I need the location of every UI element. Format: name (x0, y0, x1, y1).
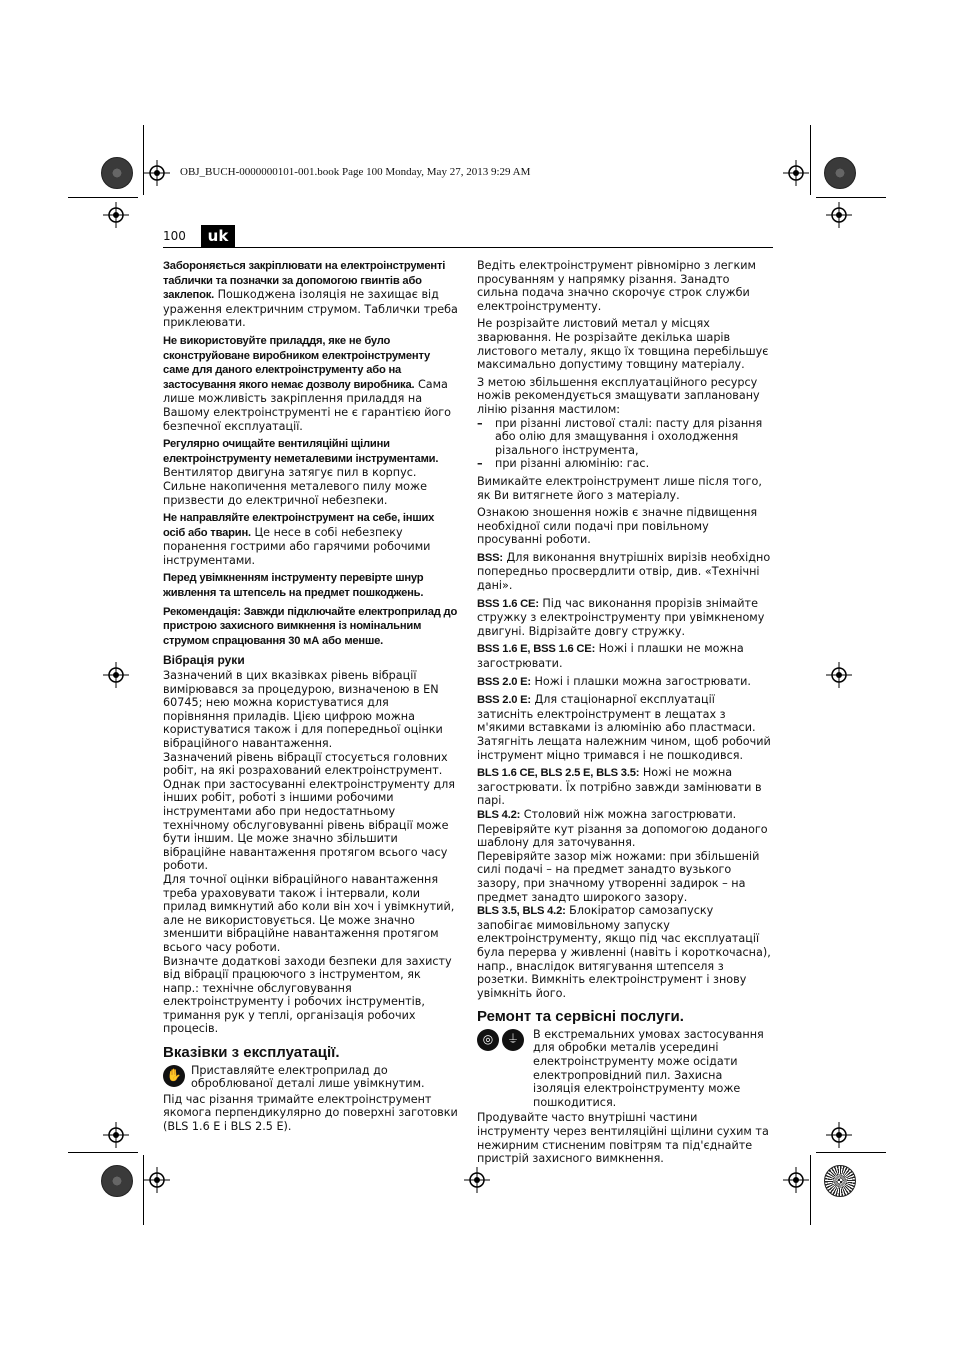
text: Вентилятор двигуна затягує пил в корпус. Сильне накопичення металевого пилу може призвести до електричної небезпеки. (163, 466, 427, 507)
paragraph: Визначте додаткові заходи безпеки для захисту від вібрації працюючого з інструментом, як напр.: технічне обслуговування електроінструменту і робочих інструментів, тримання рук у теплі, організація робочих процесів. (163, 954, 452, 1036)
paragraph (477, 693, 772, 762)
registration-mark-icon (826, 1122, 852, 1148)
paragraph (163, 334, 458, 433)
note-text: В екстремальних умовах застосування для обробки металів усередині електроінструменту може осідати електропровідний пил. Захисна ізоляція електроінструменту може пошкодитися. (533, 1027, 764, 1109)
paragraph (163, 571, 458, 600)
text: Для виконання внутрішніх вирізів необхідно попередньо просвердлити отвір, див. «Технічні дані». (477, 550, 771, 593)
model-label: BSS 1.6 CE: (477, 597, 539, 610)
icon-note (163, 1064, 458, 1091)
paragraph: Зазначений в цих вказівках рівень вібрації вимірювався за процедурою, визначеною в EN 60745; нею можна користуватися для порівняння приладів. Цією цифрою можна користуватися також і для попередньої оцінки вібраційного навантаження. (163, 669, 443, 750)
model-label: BSS 2.0 E: (477, 694, 531, 707)
paragraph (477, 675, 772, 690)
bold-warning: Перед увімкненням інструменту перевірте шнур живлення та штепсель на предмет пошкоджень. (163, 572, 424, 600)
paragraph: Під час різання тримайте електроінструмент якомога перпендикулярно до поверхні заготовки (BLS 1.6 E і BLS 2.5 E). (163, 1092, 458, 1134)
paragraph: Для точної оцінки вібраційного навантаження треба ураховувати також і інтервали, коли прилад вимкнутий або коли він хоч і увімкнутий, але не використовується. Це може значно зменшити вібраційне навантаження протягом всього часу роботи. (163, 872, 455, 954)
registration-mark-icon (144, 1167, 170, 1193)
color-rosette-top-right (824, 157, 856, 189)
header-rule (163, 247, 773, 248)
dash-list (477, 417, 772, 471)
model-label: BSS 1.6 E, BSS 1.6 CE: (477, 643, 596, 656)
model-label: BSS: (477, 551, 503, 564)
crop-line (816, 1152, 886, 1153)
right-column (477, 259, 772, 1170)
list-item: – при різанні алюмінію: гас. (477, 457, 772, 471)
text: Ножі не можна загострювати. Їх потрібно завжди замінювати в парі. (477, 766, 762, 808)
text: Під час виконання прорізів знімайте стружку з електроінструменту при увімкненому двигуні. Відрізайте довгу стружку. (477, 596, 765, 638)
crop-line (810, 125, 811, 195)
section-heading-vibration: Вібрація руки (163, 653, 245, 668)
paragraph (477, 904, 772, 1000)
list-item: – при різанні листової сталі: пасту для різання або олію для змащування і охолодження різального інструмента, (477, 417, 772, 458)
paragraph: Перевіряйте кут різання за допомогою доданого шаблону для заточування. (477, 822, 768, 850)
registration-mark-icon (783, 160, 809, 186)
paragraph: Не розрізайте листовий метал у місцях зварювання. Не розрізайте декілька шарів листового металу, якщо їх товщина перебільшує максимально допустиму товщину матеріалу. (477, 317, 769, 372)
paragraph (477, 808, 772, 823)
bold-warning: Не використовуйте приладдя, яке не було сконструйоване виробником електроінструменту саме для даного електроінструменту або на застосування якого немає дозволу виробника. (163, 334, 431, 391)
paragraph (163, 511, 458, 567)
paragraph: Ведіть електроінструмент рівномірно з легким просуванням у напрямку різання. Занадто сильна подача значно скорочує строк служби електроінструменту. (477, 259, 756, 313)
note-text: Приставляйте електроприлад до оброблюваної деталі лише увімкнутим. (191, 1063, 425, 1091)
text: Сама лише можливість закріплення приладдя на Вашому електроінструменті не є гарантією його безпечної експлуатації. (163, 377, 452, 433)
paragraph: Зазначений рівень вібрації стосується головних робіт, на які розрахований електроінструмент. Однак при застосуванні електроінструменту для інших робіт, роботі з іншими робочими інструментами або при недостатньому технічному обслуговуванні рівень вібрації може бути іншим. Це може значно збільшити вібраційне навантаження протягом всього часу роботи. (163, 750, 455, 873)
model-label: BLS 4.2: (477, 808, 521, 821)
color-rosette-top-left (101, 157, 133, 189)
registration-mark-icon (464, 1167, 490, 1193)
crop-line (810, 1155, 811, 1225)
book-file-info: OBJ_BUCH-0000000101-001.book Page 100 Monday, May 27, 2013 9:29 AM (180, 166, 531, 178)
registration-mark-icon (103, 1122, 129, 1148)
color-rosette-bottom-left (101, 1165, 133, 1197)
registration-mark-icon (144, 160, 170, 186)
paragraph: З метою збільшення експлуатаційного ресурсу ножів рекомендується змащувати заплановану лінію різання мастилом: (477, 375, 760, 416)
icon-group (477, 1028, 527, 1051)
bold-warning: Забороняється закріплювати на електроінструменті таблички та позначки за допомогою гвинтів або заклепок. (163, 260, 446, 302)
power-tool-hand-icon: ✋ (163, 1065, 185, 1087)
color-rosette-bottom-right (824, 1165, 856, 1197)
crop-line (816, 197, 886, 198)
registration-mark-icon (826, 202, 852, 228)
paragraph (163, 437, 458, 507)
crop-line (68, 197, 138, 198)
safety-glasses-icon: ◎ (477, 1029, 499, 1051)
model-label: BLS 3.5, BLS 4.2: (477, 905, 566, 918)
text: Для стаціонарної експлуатації затисніть електроінструмент в лещатах з м'якими вставками із алюмінію або пластмаси. Затягніть лещата належним чином, щоб робочий інструмент міцно тримався і не пошкодився. (477, 693, 771, 762)
text: Ножі і плашки можна загострювати. (530, 674, 751, 688)
model-label: BLS 1.6 CE, BLS 2.5 E, BLS 3.5: (477, 767, 640, 780)
bold-warning: Регулярно очищайте вентиляційні щілини електроінструменту неметалевими інструментами. (163, 438, 439, 465)
bold-warning: Не направляйте електроінструмент на себе, інших осіб або тварин. (163, 512, 435, 539)
paragraph (477, 551, 772, 593)
paragraph: Вимикайте електроінструмент лише після того, як Ви витягнете його з матеріалу. (477, 474, 762, 502)
paragraph: Ознакою зношення ножів є значне підвищення необхідної сили подачі при повільному просуванні роботи. (477, 506, 758, 547)
paragraph: Перевіряйте зазор між ножами: при збільшеній силі подачі – на предмет занадто вузького зазору, при значному утворенні задирок – на предмет занадто широкого зазору. (477, 849, 760, 904)
fi-switch-icon: ⏚ (502, 1029, 524, 1051)
text: Столовий ніж можна загострювати. (520, 807, 737, 821)
text: Ножі і плашки не можна загострювати. (477, 642, 744, 671)
language-badge: uk (201, 225, 235, 247)
paragraph (163, 605, 458, 649)
paragraph (477, 597, 772, 639)
left-column (163, 259, 458, 1138)
registration-mark-icon (826, 662, 852, 688)
crop-line (68, 1152, 138, 1153)
page-number: 100 (163, 229, 186, 243)
model-label: BSS 2.0 E: (477, 675, 531, 688)
section-heading-operation: Вказівки з експлуатації. (163, 1044, 340, 1062)
paragraph: Продувайте часто внутрішні частини інструменту через вентиляційні щілини сухим та нежирним стисненим повітрям та під'єднайте пристрій захисного вимкнення. (477, 1111, 769, 1166)
section-heading-repair: Ремонт та сервісні послуги. (477, 1008, 684, 1026)
icon-note (477, 1028, 772, 1110)
paragraph (477, 766, 772, 808)
registration-mark-icon (103, 662, 129, 688)
text: Блокіратор самозапуску запобігає мимовільному запуску електроінструменту, якщо під час експлуатації була перерва у живленні (навіть і короткочасна), напр., внаслідок витягування штепселя з розетки. Вимкніть електроінструмент і знову увімкніть його. (477, 904, 771, 1000)
paragraph (163, 259, 458, 330)
registration-mark-icon (103, 202, 129, 228)
paragraph (477, 642, 772, 670)
text: Це несе в собі небезпеку поранення гострими або гарячими робочими інструментами. (163, 525, 431, 567)
bold-warning: Рекомендація: Завжди підключайте електроприлад до пристрою захисного вимкнення із номінальним струмом спрацювання 30 мА або менше. (163, 605, 458, 647)
registration-mark-icon (783, 1167, 809, 1193)
text: Пошкоджена ізоляція не захищає від ураження електричним струмом. Таблички треба приклеювати. (163, 288, 458, 330)
